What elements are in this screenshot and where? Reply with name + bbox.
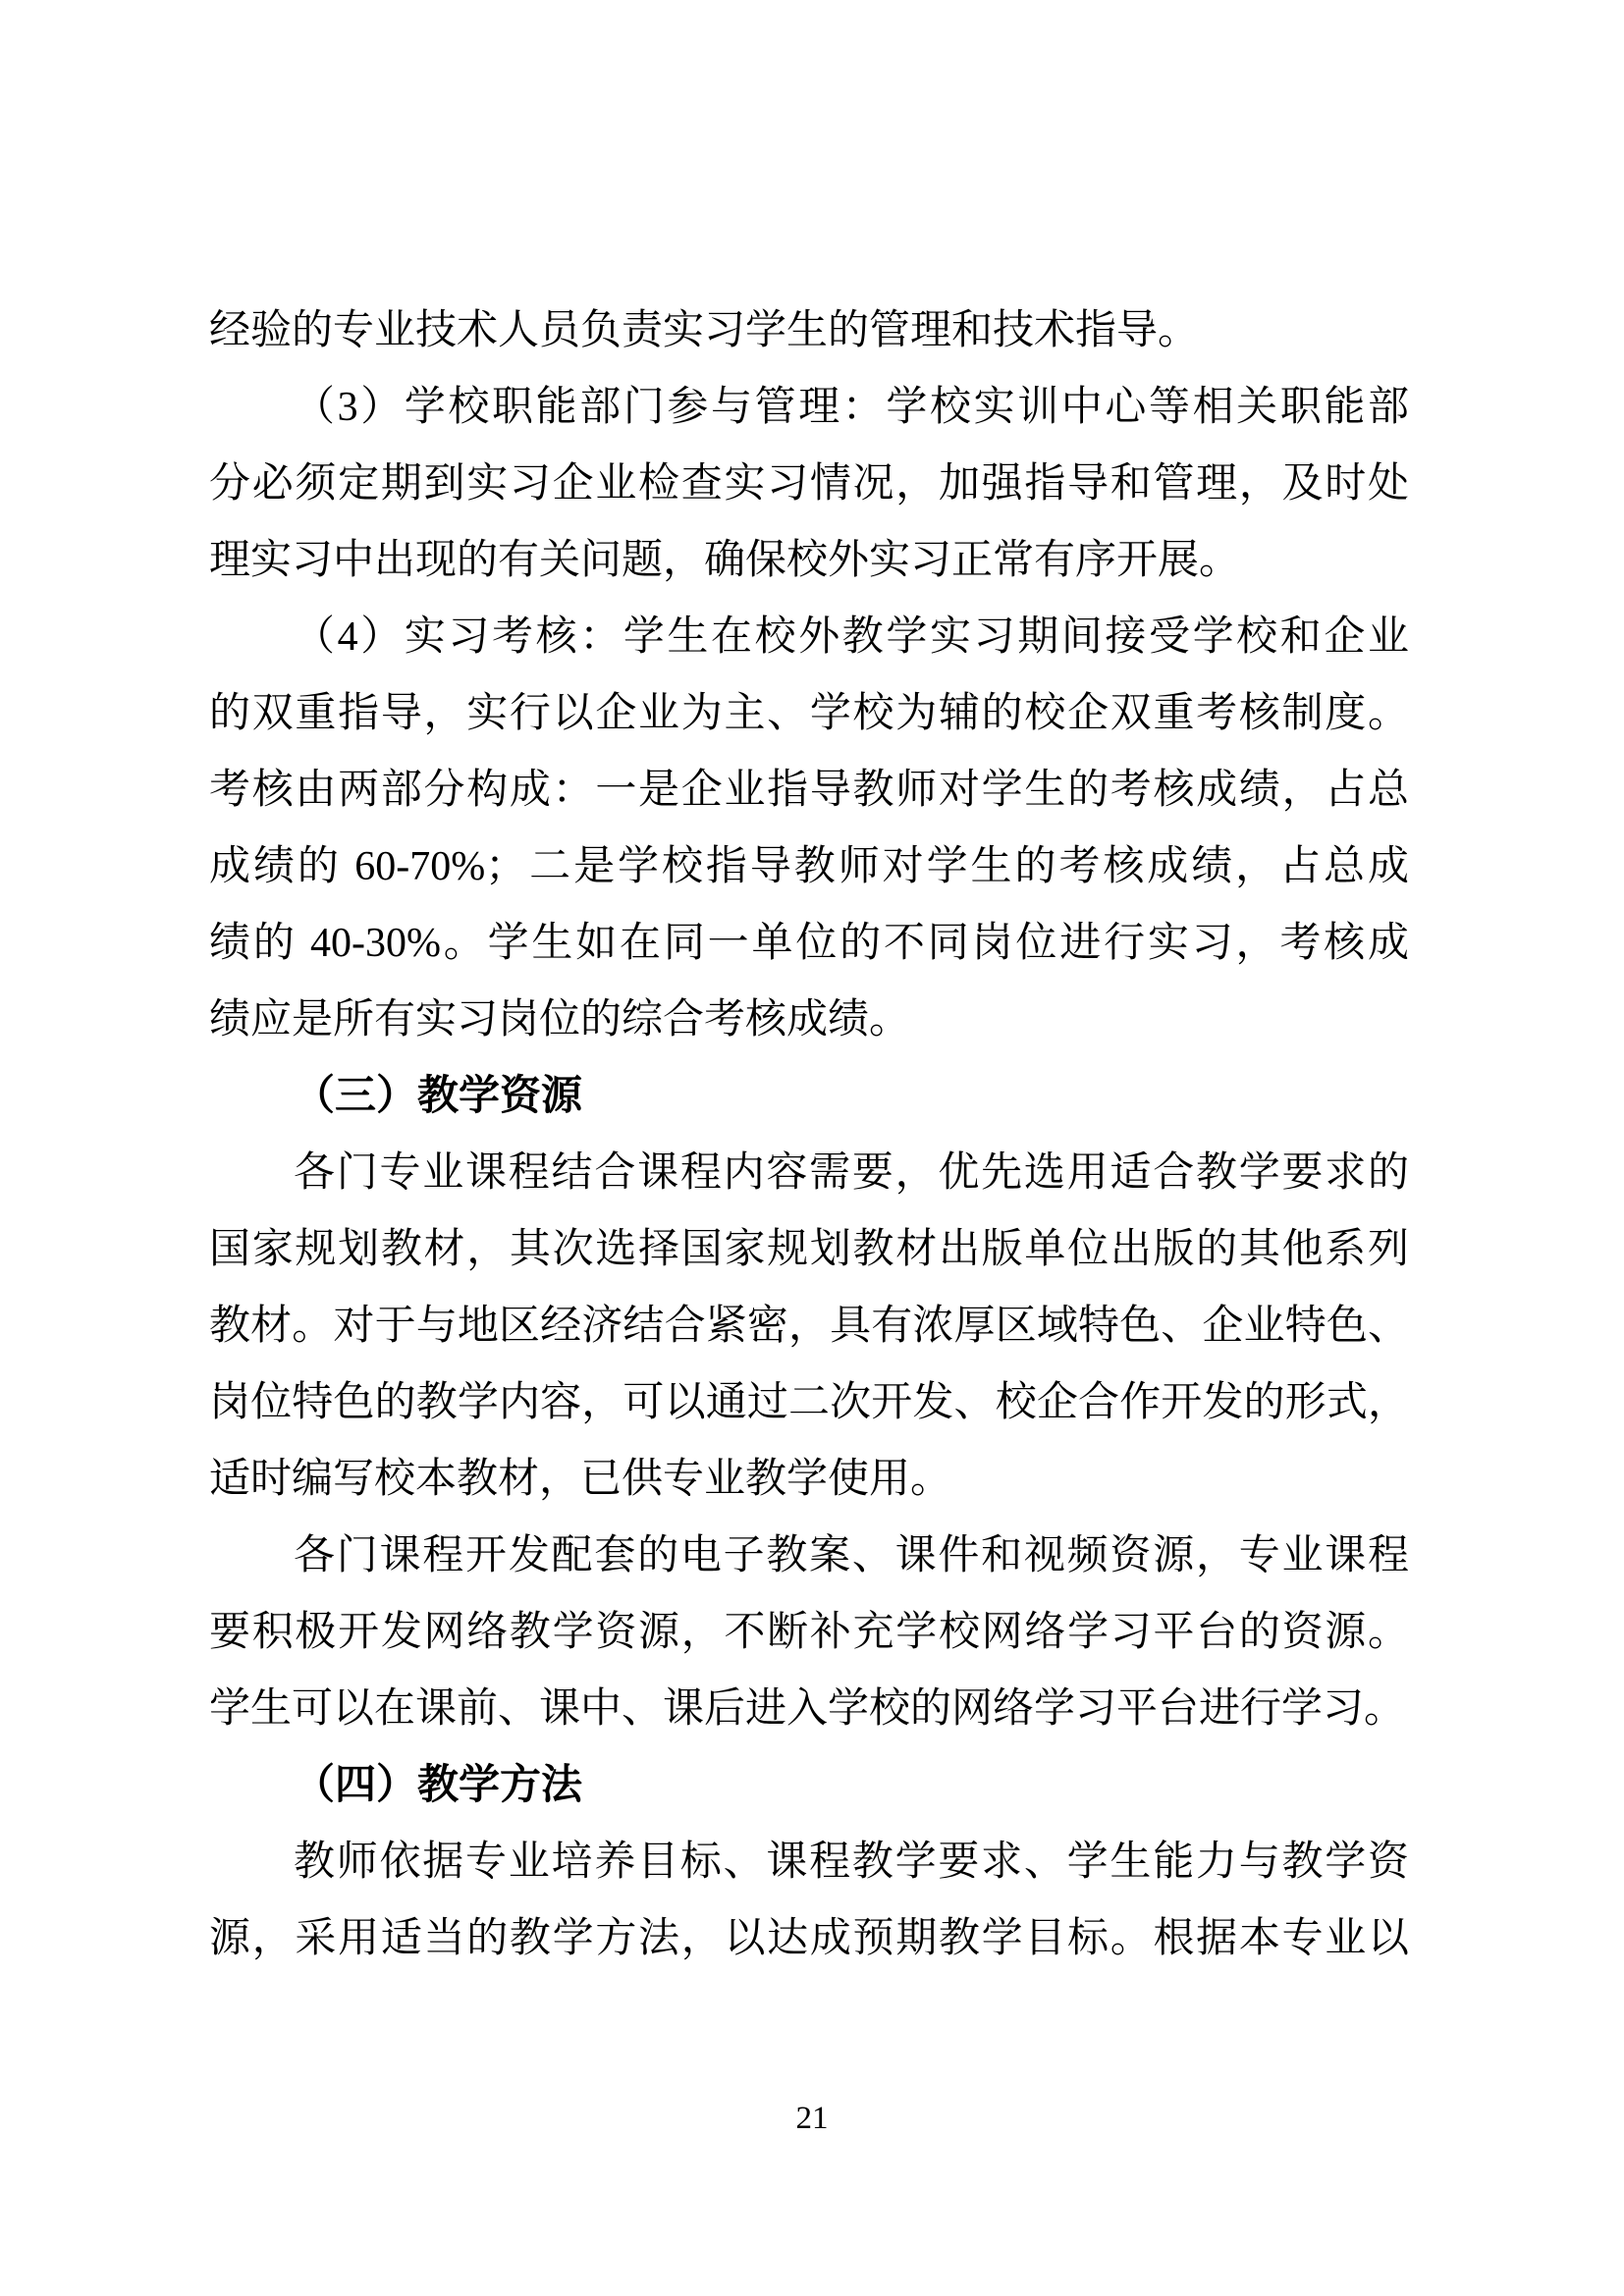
- body-line: 绩的 40-30%。学生如在同一单位的不同岗位进行实习，考核成: [209, 921, 1409, 966]
- body-line: 学生可以在课前、课中、课后进入学校的网络学习平台进行学习。: [209, 1686, 1406, 1732]
- body-line: 成绩的 60-70%；二是学校指导教师对学生的考核成绩，占总成: [209, 844, 1409, 889]
- body-line: （4）实习考核：学生在校外教学实习期间接受学校和企业: [294, 614, 1409, 660]
- body-line: 考核由两部分构成：一是企业指导教师对学生的考核成绩，占总: [209, 768, 1409, 813]
- body-line: 绩应是所有实习岗位的综合考核成绩。: [209, 997, 911, 1042]
- body-line: 分必须定期到实习企业检查实习情况，加强指导和管理，及时处: [209, 461, 1409, 507]
- body-line: 的双重指导，实行以企业为主、学校为辅的校企双重考核制度。: [209, 691, 1409, 736]
- body-line: 经验的专业技术人员负责实习学生的管理和技术指导。: [209, 308, 1200, 353]
- body-line: 源，采用适当的教学方法，以达成预期教学目标。根据本专业以: [209, 1916, 1409, 1961]
- body-line: 各门专业课程结合课程内容需要，优先选用适合教学要求的: [294, 1150, 1409, 1196]
- page-number: 21: [795, 2101, 829, 2136]
- body-line: 国家规划教材，其次选择国家规划教材出版单位出版的其他系列: [209, 1227, 1409, 1272]
- body-line: 教材。对于与地区经济结合紧密，具有浓厚区域特色、企业特色、: [209, 1304, 1409, 1349]
- body-line: 岗位特色的教学内容，可以通过二次开发、校企合作开发的形式，: [209, 1380, 1409, 1425]
- text-block: [209, 293, 1409, 1977]
- body-line: （3）学校职能部门参与管理：学校实训中心等相关职能部: [294, 385, 1409, 430]
- section-heading: （四）教学方法: [294, 1763, 583, 1808]
- body-line: 教师依据专业培养目标、课程教学要求、学生能力与教学资: [294, 1840, 1409, 1885]
- body-line: 各门课程开发配套的电子教案、课件和视频资源，专业课程: [294, 1533, 1409, 1578]
- body-line: 理实习中出现的有关问题，确保校外实习正常有序开展。: [209, 538, 1241, 583]
- section-heading: （三）教学资源: [294, 1074, 583, 1119]
- body-line: 适时编写校本教材，已供专业教学使用。: [209, 1457, 952, 1502]
- body-line: 要积极开发网络教学资源，不断补充学校网络学习平台的资源。: [209, 1610, 1409, 1655]
